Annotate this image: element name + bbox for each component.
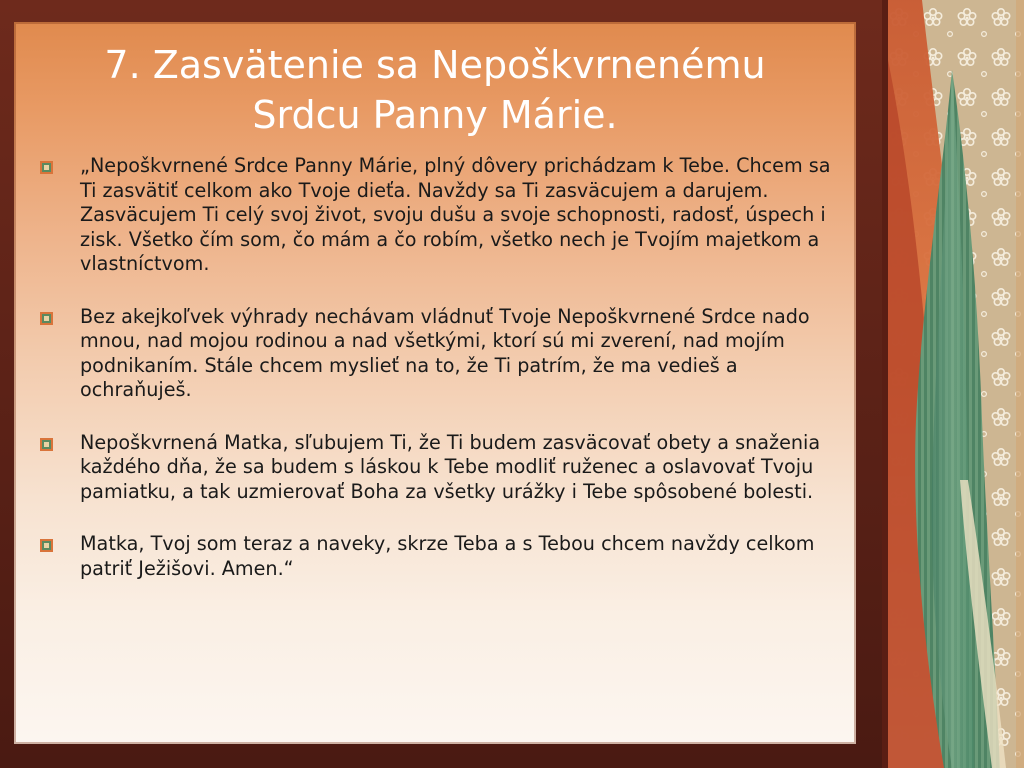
decorative-side-panel [882,0,1024,768]
bullet-item [40,431,846,505]
bullet-text: Bez akejkoľvek výhrady nechávam vládnuť Tvoje Nepoškvrnené Srdce nado mnou, nad mojou rodinou a nad všetkými, ktorí sú mi zverení, nad mojím podnikaním. Stále chcem myslieť na to, že Ti patrím, že ma vedieš a ochraňuješ. [80,304,810,401]
slide-title-line-2: Srdcu Panny Márie. [252,93,618,137]
bullet-list [40,154,846,609]
bullet-item [40,154,846,277]
slide-title [14,40,856,140]
bullet-item [40,305,846,403]
bullet-square-icon [40,438,53,451]
bullet-square-icon [40,312,53,325]
bullet-text: „Nepoškvrnené Srdce Panny Márie, plný dôvery prichádzam k Tebe. Chcem sa Ti zasvätiť celkom ako Tvoje dieťa. Navždy sa Ti zasväcujem a darujem. Zasväcujem Ti celý svoj život, svoju dušu a svoje schopnosti, radosť, úspech i zisk. Všetko čím som, čo mám a čo robím, všetko nech je Tvojím majetkom a vlastníctvom. [80,154,831,275]
bullet-square-icon [40,161,53,174]
slide-content-panel [14,22,856,744]
bullet-text: Matka, Tvoj som teraz a naveky, skrze Teba a s Tebou chcem navždy celkom patriť Ježišovi. Amen.“ [80,532,815,580]
bullet-text: Nepoškvrnená Matka, sľubujem Ti, že Ti budem zasväcovať obety a snaženia každého dňa, že sa budem s láskou k Tebe modliť ruženec a oslavovať Tvoju pamiatku, a tak uzmierovať Boha za všetky urážky i Tebe spôsobené bolesti. [80,430,821,503]
slide-title-line-1: 7. Zasvätenie sa Nepoškvrnenému [104,43,766,87]
bullet-square-icon [40,539,53,552]
decorative-pattern-art [882,0,1024,768]
bullet-item [40,532,846,581]
